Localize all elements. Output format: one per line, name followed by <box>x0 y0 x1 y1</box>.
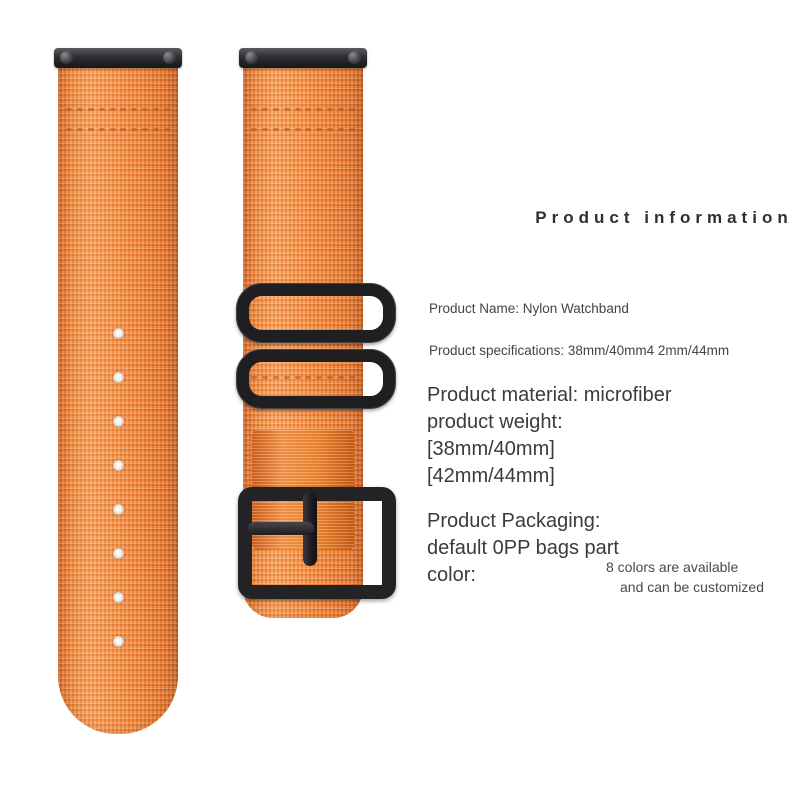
product-name-line: Product Name: Nylon Watchband <box>429 301 629 316</box>
strap-hole <box>113 548 124 559</box>
product-material-line: Product material: microfiber <box>427 384 672 406</box>
product-weight-size-42-44: [42mm/44mm] <box>427 465 555 487</box>
product-weight-size-38-40: [38mm/40mm] <box>427 438 555 460</box>
product-packaging-block <box>427 508 619 589</box>
buckle-prong <box>248 522 314 535</box>
colors-availability-note <box>606 557 764 597</box>
buckle-frame <box>238 487 396 599</box>
keeper-ring <box>236 283 396 343</box>
strap-hole <box>113 460 124 471</box>
keeper-ring <box>236 349 396 409</box>
lug-screw-icon <box>245 51 258 64</box>
stitching-row <box>66 104 170 114</box>
stitching-row <box>66 124 170 134</box>
watchband-long-strap <box>58 58 178 734</box>
product-material-block <box>427 382 672 490</box>
product-weight-label: product weight: <box>427 411 563 433</box>
lug-screw-icon <box>348 51 361 64</box>
packaging-label: Product Packaging: <box>427 510 601 532</box>
strap-hole <box>113 328 124 339</box>
stitching-row <box>251 124 355 134</box>
watch-lug-connector-left <box>54 48 182 68</box>
strap-hole <box>113 504 124 515</box>
packaging-default-line: default 0PP bags part <box>427 537 619 559</box>
stitching-row <box>251 104 355 114</box>
product-information-panel <box>424 0 800 800</box>
product-specifications-line: Product specifications: 38mm/40mm4 2mm/44mm <box>429 343 730 358</box>
lug-screw-icon <box>163 51 176 64</box>
strap-hole <box>113 372 124 383</box>
lug-screw-icon <box>60 51 73 64</box>
colors-note-line-1: 8 colors are available <box>606 559 739 575</box>
strap-hole <box>113 416 124 427</box>
colors-note-line-2: and can be customized <box>620 579 764 595</box>
product-information-heading: Product information <box>535 208 793 227</box>
watch-lug-connector-right <box>239 48 367 68</box>
packaging-color-label: color: <box>427 564 476 586</box>
strap-hole <box>113 592 124 603</box>
strap-hole <box>113 636 124 647</box>
